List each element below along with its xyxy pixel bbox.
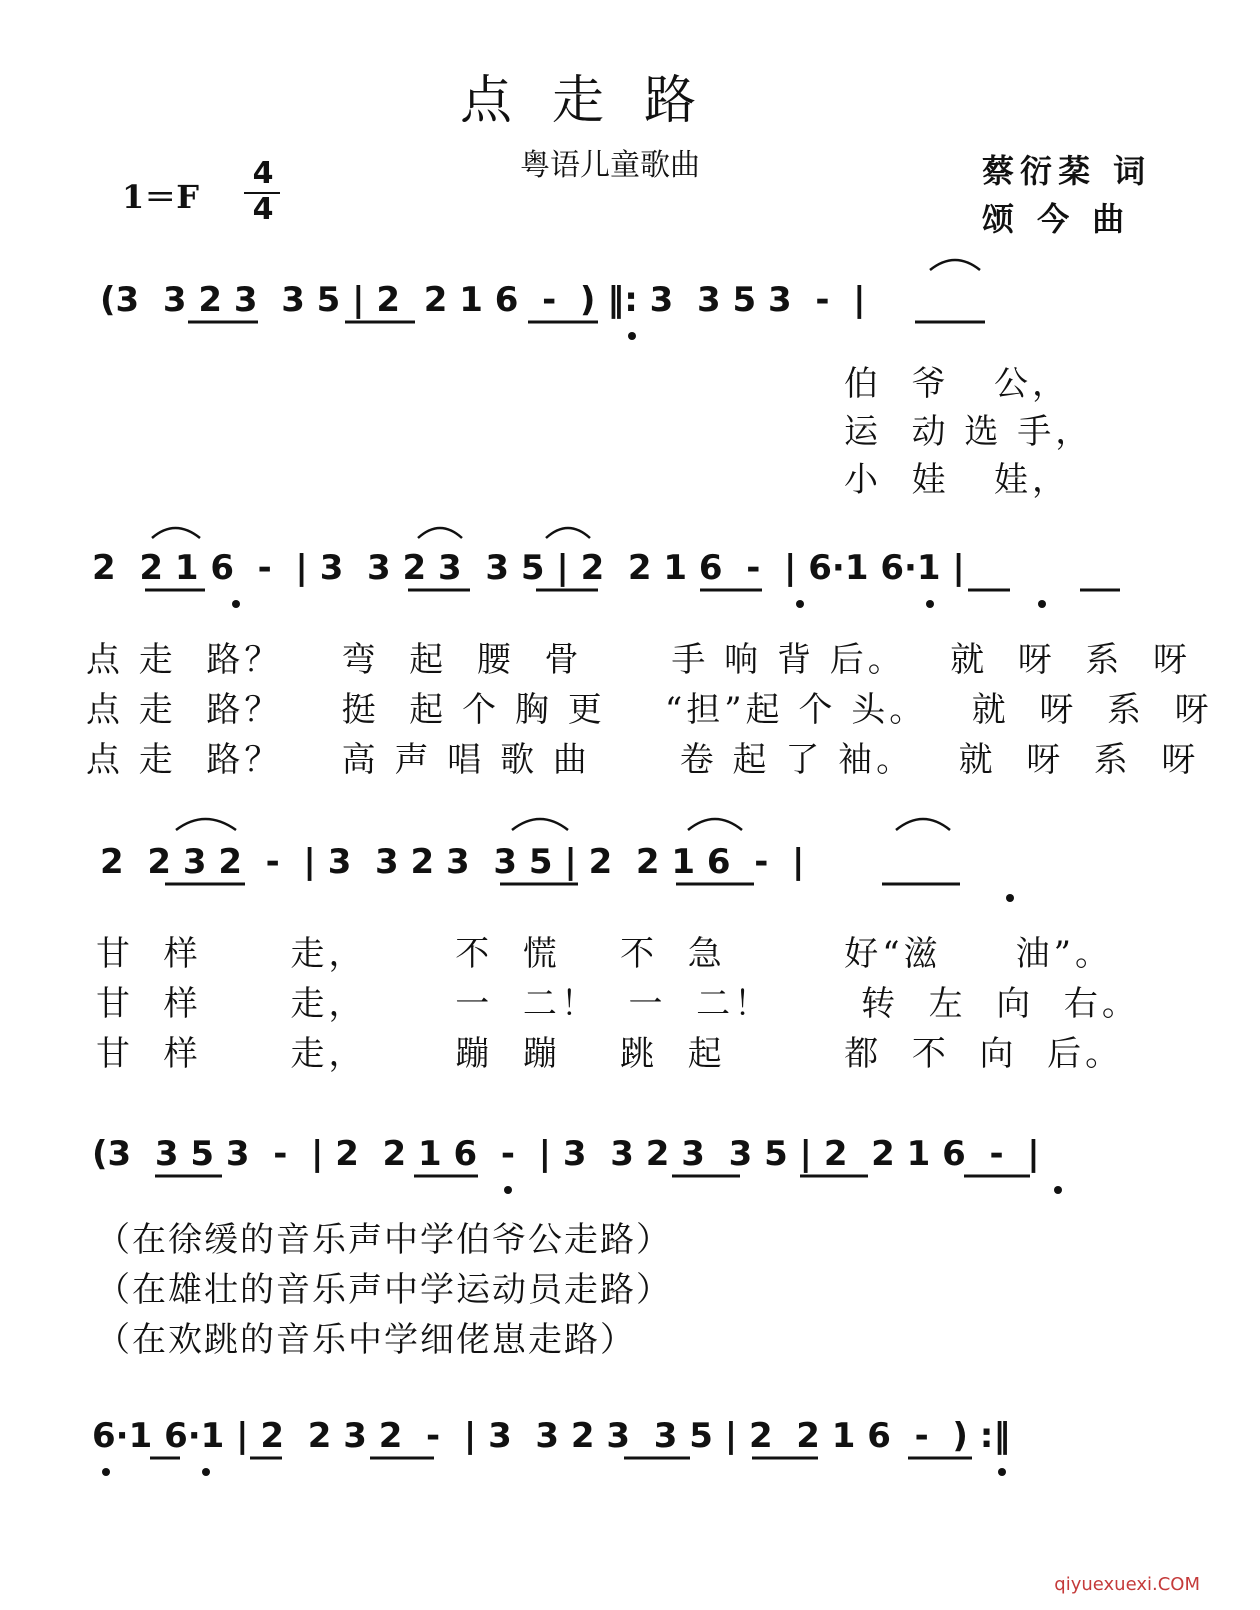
performance-note-2: （在雄壮的音乐声中学运动员走路） xyxy=(96,1270,672,1310)
score-line-3-lyric-2: 甘 样 走， 一 二！ 一 二！ 转 左 向 右。 xyxy=(96,984,1140,1024)
score-line-1-music: (3 3 2 3 3 5 | 2 2 1 6 - ) ‖: 3 3 5 3 - | xyxy=(100,280,866,320)
composer-credit: 颂 今 曲 xyxy=(982,200,1131,238)
score-line-2-lyric-1: 点 走 路？ 弯 起 腰 骨 手 响 背 后。 就 呀 系 呀 xyxy=(86,640,1192,680)
site-watermark: qiyuexuexi.COM xyxy=(1054,1574,1200,1595)
score-line-2-lyric-3: 点 走 路？ 高 声 唱 歌 曲 卷 起 了 袖。 就 呀 系 呀 xyxy=(86,740,1200,780)
song-subtitle: 粤语儿童歌曲 xyxy=(520,148,700,183)
performance-note-3: （在欢跳的音乐中学细佬崽走路） xyxy=(96,1320,636,1360)
octave-dot xyxy=(1054,1186,1062,1194)
score-line-2-lyric-2: 点 走 路？ 挺 起 个 胸 更 “担”起 个 头。 就 呀 系 呀 xyxy=(86,690,1213,730)
octave-dot xyxy=(1038,600,1046,608)
octave-dot xyxy=(1006,894,1014,902)
slur xyxy=(930,260,980,270)
score-line-4-music: (3 3 5 3 - | 2 2 1 6 - | 3 3 2 3 3 5 | 2 2 1 6 - | xyxy=(92,1134,1040,1174)
score-line-1-lyric-1: 伯 爷 公， xyxy=(844,364,1071,404)
score-line-3-lyric-1: 甘 样 走， 不 慌 不 急 好“滋 油”。 xyxy=(96,934,1114,974)
slur xyxy=(688,819,742,830)
key-signature: 1＝F xyxy=(122,178,199,216)
score-line-2-music: 2 2 1 6 - | 3 3 2 3 3 5 | 2 2 1 6 - | 6·1 6·1 | xyxy=(92,548,965,588)
score-line-5-music: 6·1 6·1 | 2 2 3 2 - | 3 3 2 3 3 5 | 2 2 1 6 - ) :‖ xyxy=(92,1416,1011,1456)
slur xyxy=(418,528,462,538)
octave-dot xyxy=(232,600,240,608)
slur xyxy=(176,819,236,830)
song-title: 点走路 xyxy=(460,71,737,131)
octave-dot xyxy=(102,1468,110,1476)
time-signature-top: 4 xyxy=(252,156,274,191)
score-line-1-lyric-2: 运 动 选 手， xyxy=(844,412,1094,452)
octave-dot xyxy=(202,1468,210,1476)
score-line-1-lyric-3: 小 娃 娃， xyxy=(844,460,1071,500)
octave-dot xyxy=(504,1186,512,1194)
slur xyxy=(512,819,568,830)
performance-note-1: （在徐缓的音乐声中学伯爷公走路） xyxy=(96,1220,672,1260)
lyricist-credit: 蔡衍棻 词 xyxy=(982,152,1152,190)
score-line-3-music: 2 2 3 2 - | 3 3 2 3 3 5 | 2 2 1 6 - | xyxy=(100,842,805,882)
slur xyxy=(152,528,200,538)
octave-dot xyxy=(796,600,804,608)
score-line-3-lyric-3: 甘 样 走， 蹦 蹦 跳 起 都 不 向 后。 xyxy=(96,1034,1124,1074)
slur xyxy=(896,819,950,830)
time-signature-bottom: 4 xyxy=(252,192,274,227)
octave-dot xyxy=(926,600,934,608)
octave-dot xyxy=(628,332,636,340)
slur xyxy=(546,528,590,538)
octave-dot xyxy=(998,1468,1006,1476)
